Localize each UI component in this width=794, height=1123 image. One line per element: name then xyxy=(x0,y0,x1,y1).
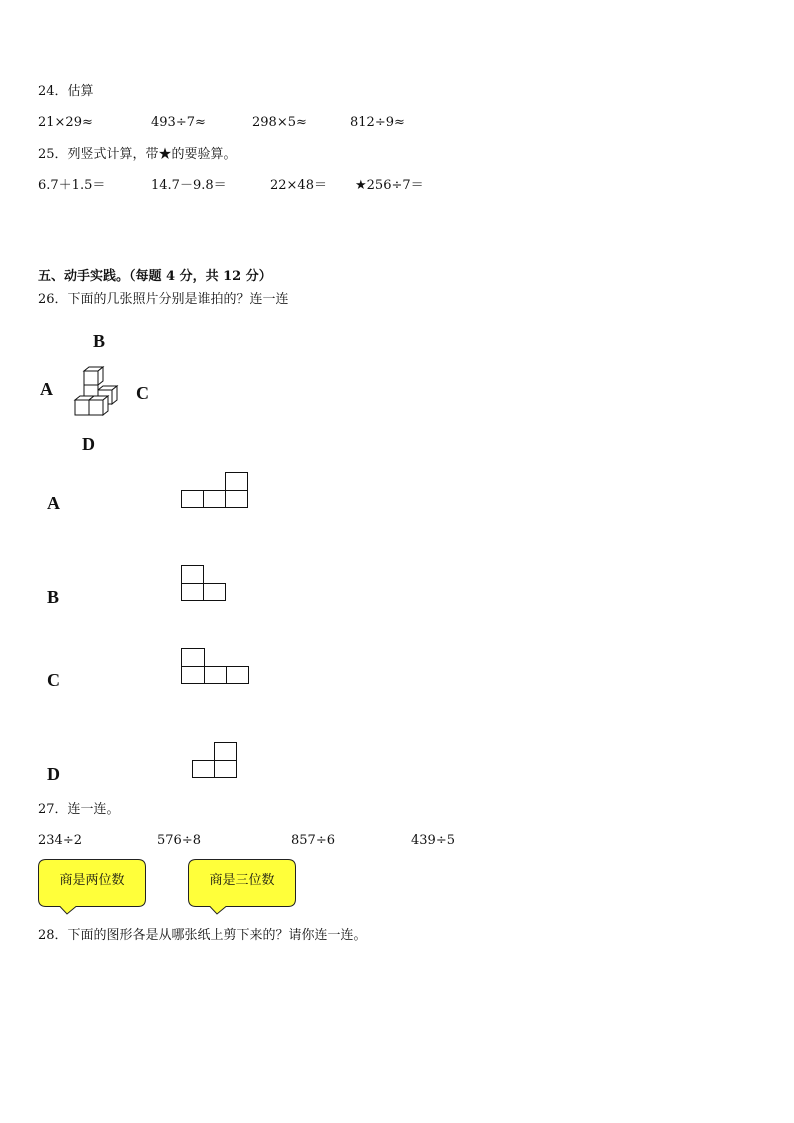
callout-two-digit-label: 商是两位数 xyxy=(59,873,125,888)
callout-three-digit xyxy=(188,859,296,915)
cube-stack-figure xyxy=(70,364,120,420)
callout-three-digit-label: 商是三位数 xyxy=(209,873,275,888)
q24-title: 24．估算 xyxy=(38,84,94,99)
q28-title: 28．下面的图形各是从哪张纸上剪下来的？请你连一连。 xyxy=(38,928,367,943)
section5-title: 五、动手实践。（每题 4 分，共 12 分） xyxy=(38,269,272,284)
direction-label-c: C xyxy=(136,383,149,403)
q25-item-3: 22×48＝ xyxy=(270,178,327,193)
view-b-figure xyxy=(181,565,227,602)
view-c-figure xyxy=(181,648,250,685)
q25-title: 25．列竖式计算，带★的要验算。 xyxy=(38,147,237,162)
direction-label-d: D xyxy=(82,434,95,454)
q27-item-2: 576÷8 xyxy=(157,833,201,848)
q27-item-3: 857÷6 xyxy=(291,833,335,848)
q24-item-4: 812÷9≈ xyxy=(350,115,405,130)
view-label-b: B xyxy=(47,587,60,607)
q27-item-1: 234÷2 xyxy=(38,833,82,848)
q24-item-1: 21×29≈ xyxy=(38,115,93,130)
q24-item-2: 493÷7≈ xyxy=(151,115,206,130)
q27-title: 27．连一连。 xyxy=(38,802,120,817)
view-d-figure xyxy=(192,742,238,779)
q24-item-3: 298×5≈ xyxy=(252,115,307,130)
q26-title: 26．下面的几张照片分别是谁拍的？连一连 xyxy=(38,292,289,307)
q25-item-2: 14.7－9.8＝ xyxy=(151,178,227,193)
view-a-figure xyxy=(181,472,249,509)
view-label-d: D xyxy=(47,764,60,784)
q25-item-1: 6.7＋1.5＝ xyxy=(38,178,106,193)
direction-label-b: B xyxy=(93,331,106,351)
view-label-a: A xyxy=(47,493,60,513)
view-label-c: C xyxy=(47,670,60,690)
callout-two-digit xyxy=(38,859,146,915)
q25-item-4: ★256÷7＝ xyxy=(355,178,424,193)
direction-label-a: A xyxy=(40,379,53,399)
q27-item-4: 439÷5 xyxy=(411,833,455,848)
